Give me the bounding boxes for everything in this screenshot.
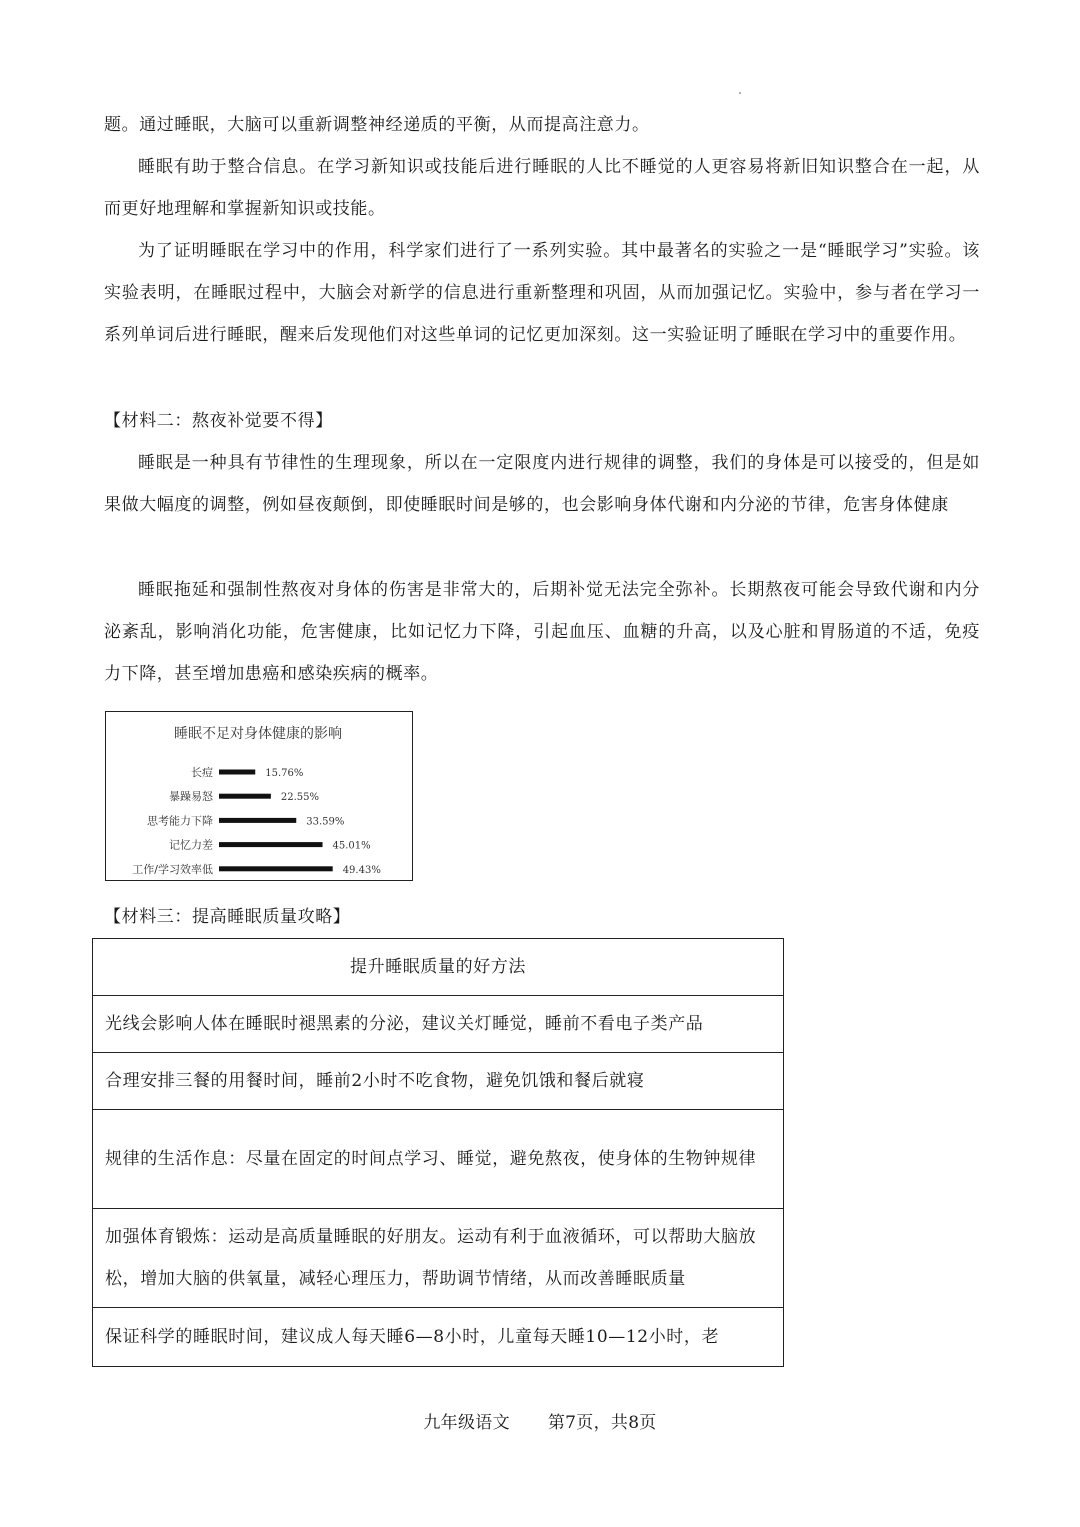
chart-bar <box>219 842 323 847</box>
footer-subject: 九年级语文 <box>423 1413 510 1433</box>
paragraph-integration: 睡眠有助于整合信息。在学习新知识或技能后进行睡眠的人比不睡觉的人更容易将新旧知识整合在一起，从而更好地理解和掌握新知识或技能。 <box>104 157 980 219</box>
footer-page-info: 第7页，共8页 <box>547 1413 657 1433</box>
table-row <box>93 1110 784 1209</box>
chart-bars-group <box>132 766 381 876</box>
table-cell-meals: 合理安排三餐的用餐时间，睡前2小时不吃食物，避免饥饿和餐后就寝 <box>93 1053 784 1110</box>
chart-bar <box>219 818 296 823</box>
chart-title: 睡眠不足对身体健康的影响 <box>174 726 342 742</box>
sleep-tips-table <box>92 938 784 1367</box>
table-header-row <box>93 939 784 996</box>
table-cell-exercise: 加强体育锻炼：运动是高质量睡眠的好朋友。运动有利于血液循环，可以帮助大脑放松，增加大脑的供氧量，减轻心理压力，帮助调节情绪，从而改善睡眠质量 <box>93 1209 784 1308</box>
chart-value-label: 33.59% <box>306 816 345 828</box>
table-header-cell: 提升睡眠质量的好方法 <box>93 939 784 996</box>
material-two-heading: 【材料二：熬夜补觉要不得】 <box>104 411 333 431</box>
chart-canvas <box>106 712 411 879</box>
chart-value-label: 22.55% <box>280 792 320 804</box>
table-cell-routine: 规律的生活作息：尽量在固定的时间点学习、睡觉，避免熬夜，使身体的生物钟规律 <box>93 1110 784 1209</box>
table-row <box>93 1308 784 1367</box>
page-footer <box>0 1408 1080 1433</box>
paragraph-experiment: 为了证明睡眠在学习中的作用，科学家们进行了一系列实验。其中最著名的实验之一是“睡眠学习”实验。该实验表明，在睡眠过程中，大脑会对新学的信息进行重新整理和巩固，从而加强记忆。实验中，参与者在学习一系列单词后进行睡眠，醒来后发现他们对这些单词的记忆更加深刻。这一实验证明了睡眠在学习中的重要作用。 <box>104 241 980 345</box>
table-row <box>93 1053 784 1110</box>
table-row <box>93 996 784 1053</box>
paragraph-rhythm: 睡眠是一种具有节律性的生理现象，所以在一定限度内进行规律的调整，我们的身体是可以接受的，但是如果做大幅度的调整，例如昼夜颠倒，即使睡眠时间是够的，也会影响身体代谢和内分泌的节律，危害身体健康 <box>104 453 980 515</box>
paragraph-attention: 题。通过睡眠，大脑可以重新调整神经递质的平衡，从而提高注意力。 <box>104 115 650 135</box>
chart-category-label: 暴躁易怒 <box>169 790 213 804</box>
chart-bar <box>219 770 255 775</box>
sleep-health-chart <box>105 711 413 881</box>
chart-category-label: 长痘 <box>191 766 213 779</box>
chart-category-label: 记忆力差 <box>169 838 213 852</box>
chart-bar <box>219 794 271 799</box>
scan-speck <box>739 92 741 94</box>
chart-value-label: 45.01% <box>332 840 371 852</box>
table-cell-sleep-time: 保证科学的睡眠时间，建议成人每天睡6—8小时，儿童每天睡10—12小时，老 <box>93 1308 784 1367</box>
chart-value-label: 15.76% <box>265 768 304 779</box>
material-three-heading: 【材料三：提高睡眠质量攻略】 <box>104 907 351 927</box>
paragraph-late-night: 睡眠拖延和强制性熬夜对身体的伤害是非常大的，后期补觉无法完全弥补。长期熬夜可能会导致代谢和内分泌紊乱，影响消化功能，危害健康，比如记忆力下降，引起血压、血糖的升高，以及心脏和胃肠道的不适，免疫力下降，甚至增加患癌和感染疾病的概率。 <box>104 580 980 684</box>
chart-category-label: 思考能力下降 <box>147 814 213 828</box>
table-cell-light: 光线会影响人体在睡眠时褪黑素的分泌，建议关灯睡觉，睡前不看电子类产品 <box>93 996 784 1053</box>
table-row <box>93 1209 784 1308</box>
chart-category-label: 工作/学习效率低 <box>132 862 213 876</box>
chart-bar <box>219 866 333 871</box>
chart-value-label: 49.43% <box>342 864 381 876</box>
